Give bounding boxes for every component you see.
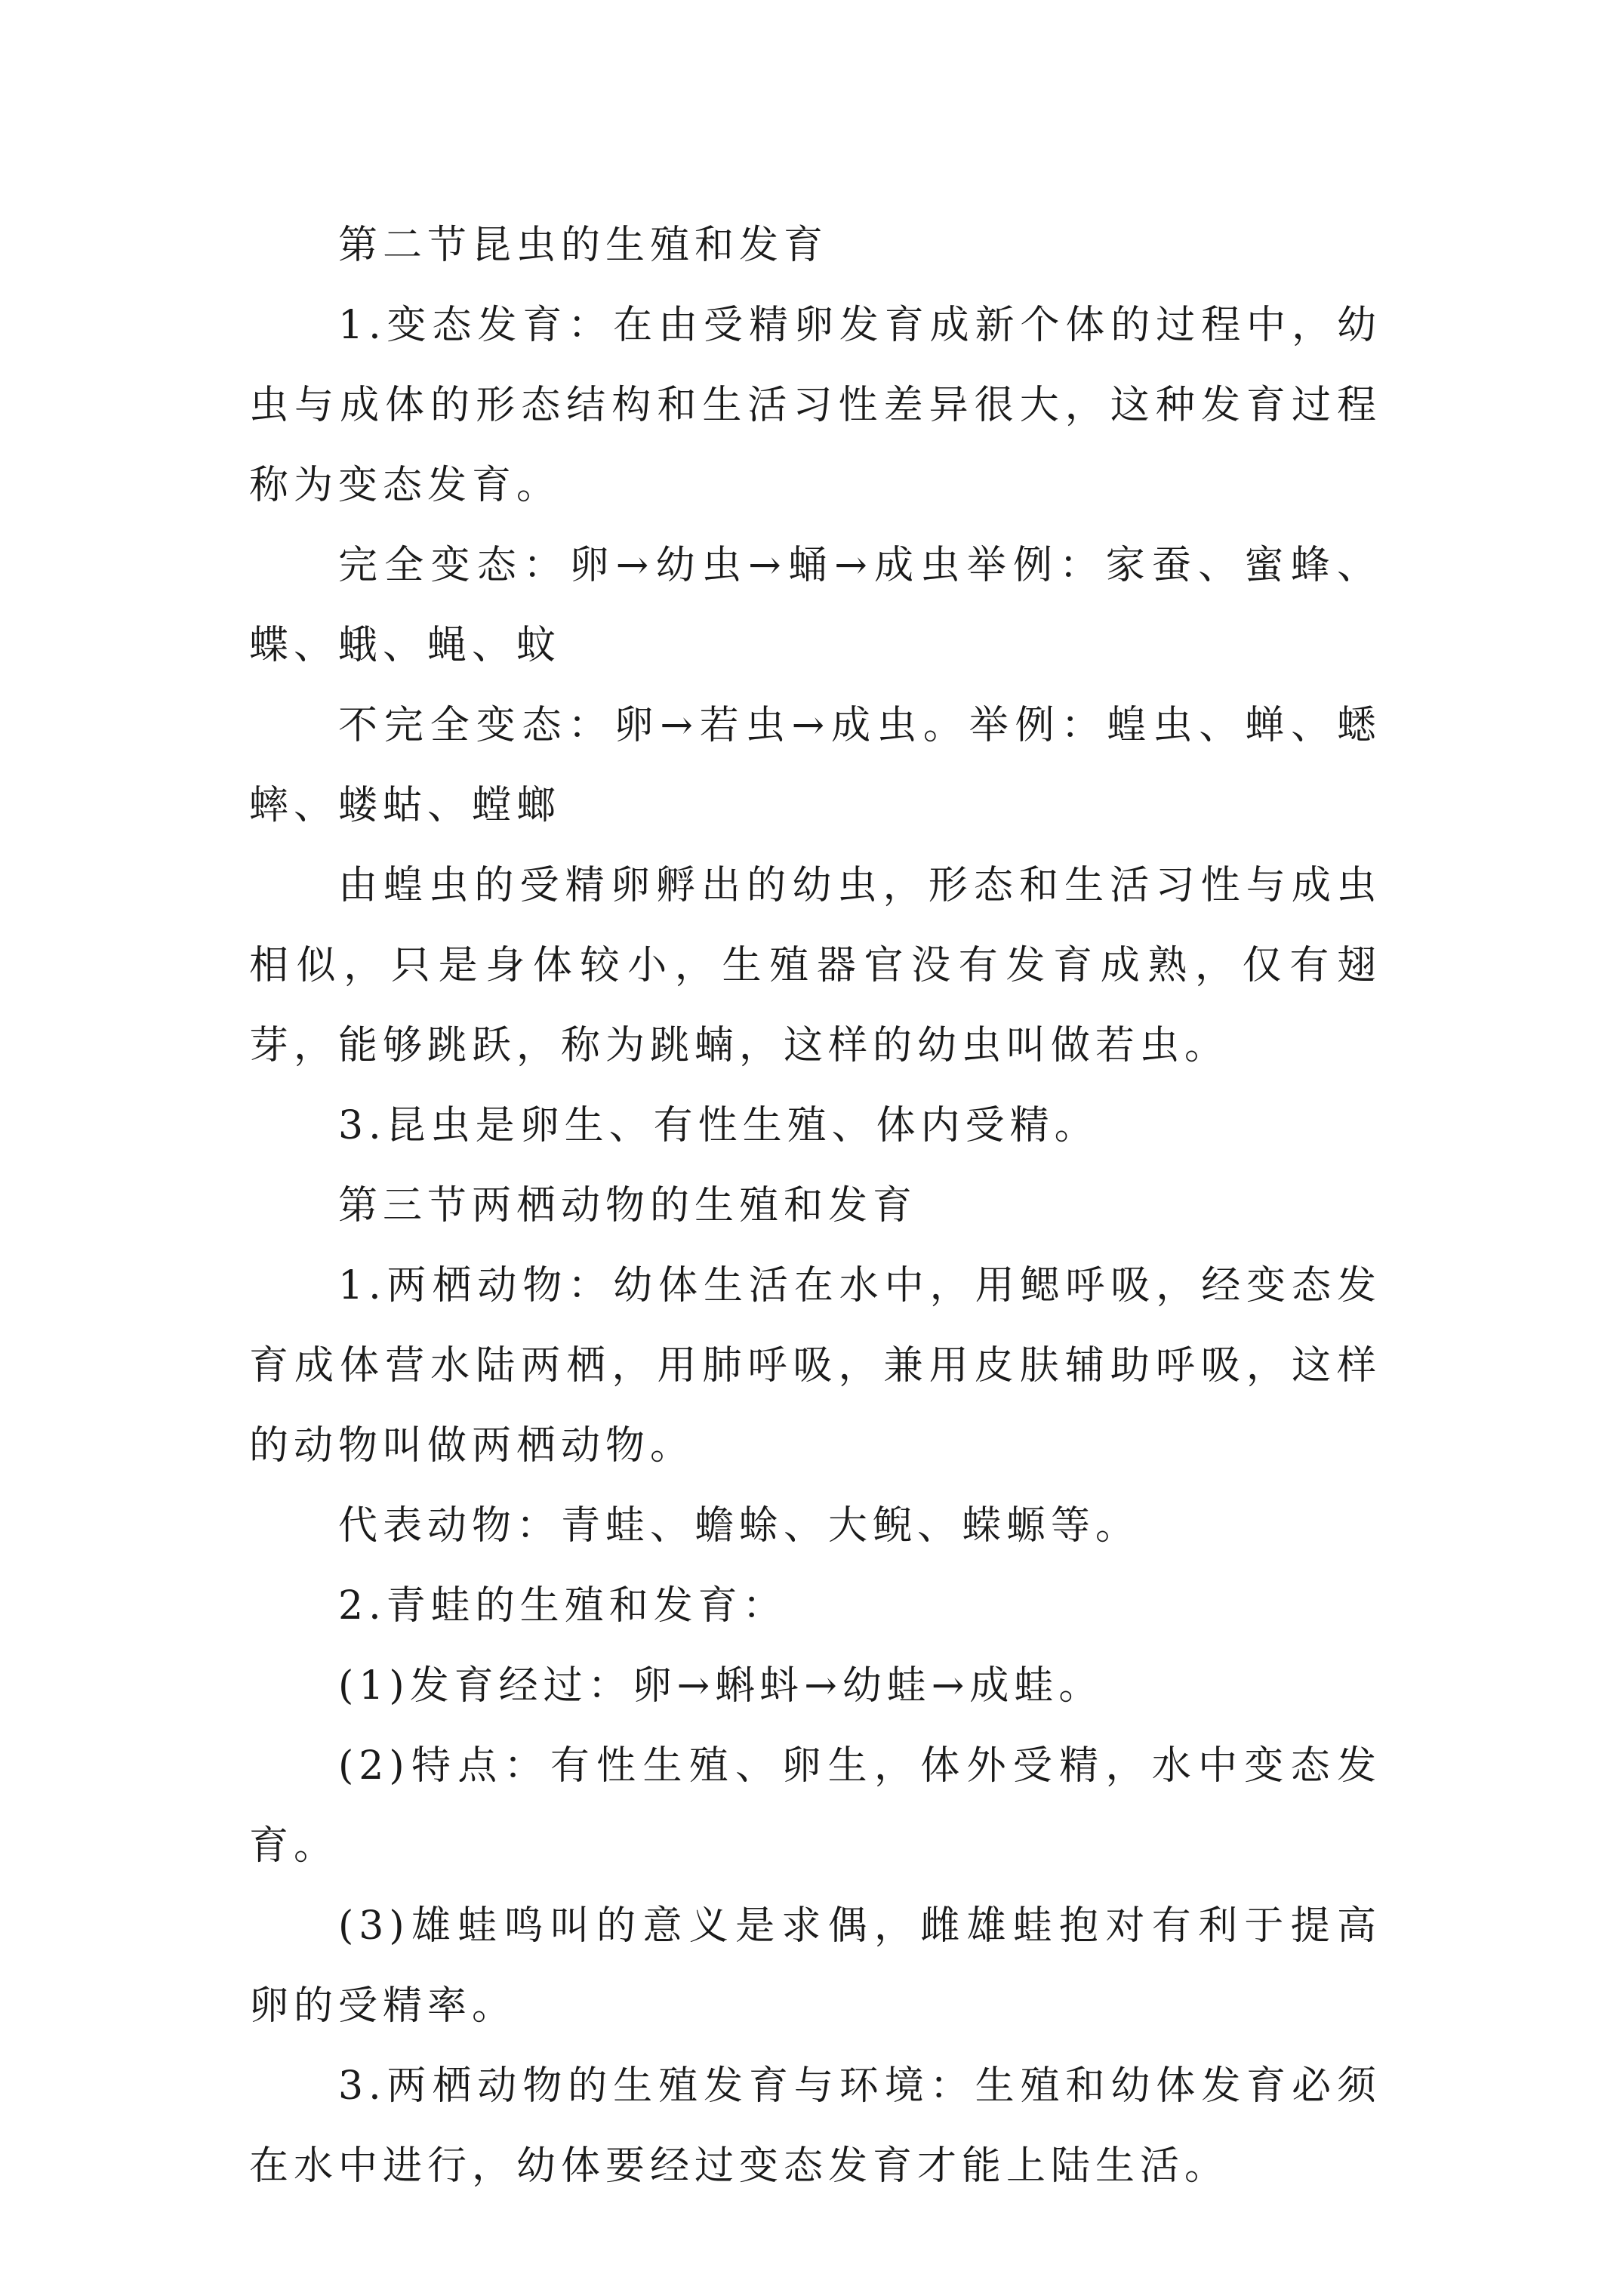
paragraph-representative-animals: 代表动物：青蛙、蟾蜍、大鲵、蝾螈等。	[338, 1503, 1141, 1549]
paragraph-amphibian-definition: 1.两栖动物：幼体生活在水中，用鳃呼吸，经变态发育成体营水陆两栖，用肺呼吸，兼用皮肤辅助呼吸，这样的动物叫做两栖动物。	[249, 1263, 1381, 1469]
paragraph-metamorphosis-definition: 1.变态发育：在由受精卵发育成新个体的过程中，幼虫与成体的形态结构和生活习性差异很大，这种发育过程称为变态发育。	[249, 303, 1381, 508]
paragraph-complete-metamorphosis: 完全变态：卵→幼虫→蛹→成虫举例：家蚕、蜜蜂、蝶、蛾、蝇、蚊	[249, 543, 1381, 668]
section-heading-insects: 第二节昆虫的生殖和发育	[338, 223, 829, 268]
paragraph-frog-heading: 2.青蛙的生殖和发育：	[338, 1583, 787, 1629]
section-heading-amphibians: 第三节两栖动物的生殖和发育	[338, 1183, 918, 1228]
paragraph-nymph-description: 由蝗虫的受精卵孵出的幼虫，形态和生活习性与成虫相似，只是身体较小，生殖器官没有发育成熟，仅有翅芽，能够跳跃，称为跳蝻，这样的幼虫叫做若虫。	[249, 863, 1381, 1068]
document-body	[249, 205, 1381, 2206]
paragraph-frog-calling: (3)雄蛙鸣叫的意义是求偶，雌雄蛙抱对有利于提高卵的受精率。	[249, 1903, 1381, 2029]
paragraph-frog-characteristics: (2)特点：有性生殖、卵生，体外受精，水中变态发育。	[249, 1743, 1381, 1869]
paragraph-incomplete-metamorphosis: 不完全变态：卵→若虫→成虫。举例：蝗虫、蝉、蟋蟀、蝼蛄、螳螂	[249, 703, 1381, 828]
paragraph-insect-reproduction: 3.昆虫是卵生、有性生殖、体内受精。	[338, 1103, 1099, 1148]
paragraph-frog-development: (1)发育经过：卵→蝌蚪→幼蛙→成蛙。	[338, 1663, 1104, 1709]
paragraph-amphibian-environment: 3.两栖动物的生殖发育与环境：生殖和幼体发育必须在水中进行，幼体要经过变态发育才能上陆生活。	[249, 2063, 1381, 2189]
